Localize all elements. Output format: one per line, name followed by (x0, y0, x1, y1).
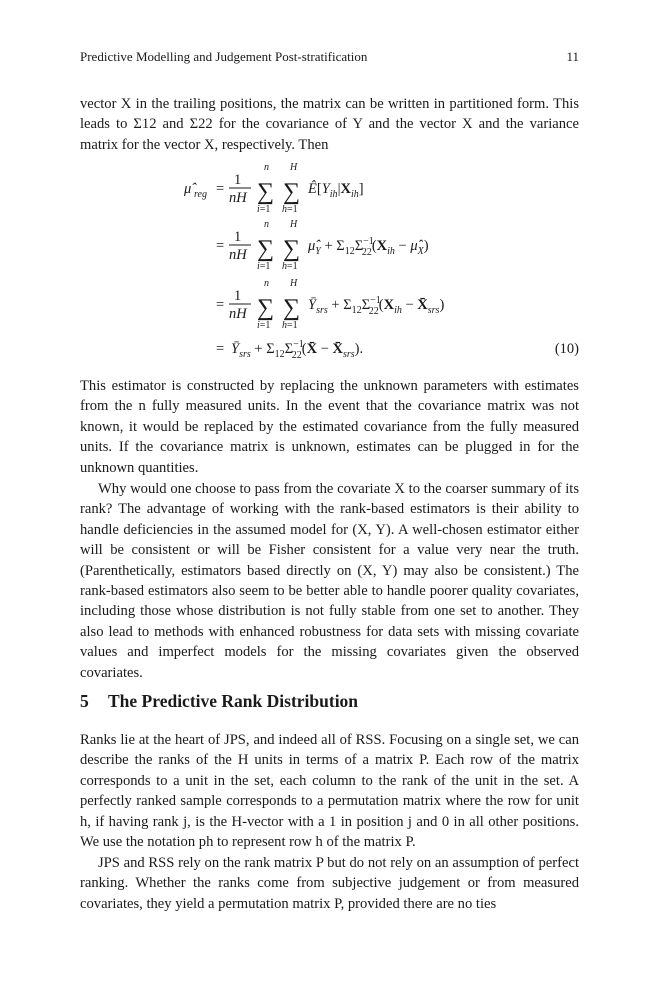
svg-text:Ȳsrs + Σ12Σ−122(X̄ − X̄srs).: $Ȳ_{srs} + \Sigma_{12}\Sigma^{-1}$ 22(X̄ − $X̄_{srs}$). (231, 339, 364, 361)
svg-text:∑: ∑ (257, 236, 275, 262)
svg-text:n: n (264, 278, 269, 289)
svg-text:nH: nH (229, 190, 247, 206)
equation-number: (10) (554, 341, 579, 357)
svg-text:n: n (264, 162, 269, 173)
svg-text:∑: ∑ (283, 236, 301, 262)
svg-text:nH: nH (229, 306, 247, 322)
svg-text:∑: ∑ (257, 179, 275, 205)
svg-text:H: H (290, 219, 298, 230)
svg-text:nH: nH (229, 247, 247, 263)
paragraph-ranks: Ranks lie at the heart of JPS, and indeed all of RSS. Focusing on a single set, we can describe the ranks of the H units in terms of a matrix P. Each row of the matrix corresponds to a unit in the set, each column to the rank of the unit in the set. A perfectly ranked sample corresponds to a permutation matrix where the row for unit h, if having rank j, is the H-vector with a 1 in position j and 0 in all other positions. We use the notation ph to represent row h of the matrix P. (80, 732, 579, 851)
svg-text:μ̂: μ̂ (184, 181, 192, 197)
section-heading (80, 689, 358, 713)
paragraph-rank-motivation: Why would one choose to pass from the covariate X to the coarser summary of its rank? The advantage of working with the rank-based estimators is their ability to handle deficiencies in the assumed model for (X, Y). A well-chosen estimator either will be consistent or will be Fisher consistent for a value very near the truth. (Parenthetically, estimators based directly on (X, Y) may also be consistent.) The rank-based estimators also seem to be better able to handle poorer quality covariates, including those whose distribution is not fully stable from one set to another. They also lead to methods with enhanced robustness for data sets with missing covariate values and imperfect models for the missing covariates given the observed covariates. (80, 481, 579, 681)
paragraph-estimator: This estimator is constructed by replacing the unknown parameters with estimates from the n fully measured units. In the event that the covariance matrix was not known, it would be replaced by the estimated covariance from the fully measured units. If the covariance matrix is unknown, estimates can be plugged in for the unknown quantities. (80, 378, 579, 476)
svg-text:h=1: h=1 (282, 204, 298, 215)
svg-text:=: = (216, 297, 225, 313)
svg-text:1: 1 (234, 229, 242, 245)
svg-text:i=1: i=1 (257, 320, 271, 331)
svg-text:=: = (216, 181, 225, 197)
paragraph-intro: vector X in the trailing positions, the matrix can be written in partitioned form. This leads to Σ12 and Σ22 for the covariance of Y and the vector X and the variance matrix for the vector X, respectively. Then (80, 96, 579, 153)
svg-text:reg: reg (194, 189, 207, 200)
running-head (80, 48, 579, 66)
svg-text:=: = (216, 341, 225, 357)
svg-text:h=1: h=1 (282, 320, 298, 331)
svg-text:H: H (290, 162, 298, 173)
svg-text:1: 1 (234, 288, 242, 304)
svg-text:∑: ∑ (283, 179, 301, 205)
page-number: 11 (566, 49, 579, 64)
svg-text:μ̂Y + Σ12Σ−122(Xih − μ̂X): $\mû_Y + \Sigma_{12}\Sigma^{-1}$ $22(X_{ih}$ − $\mû_X$) (308, 236, 429, 258)
svg-text:Ȳsrs + Σ12Σ−122(Xih − X̄srs): $Ȳ_{srs} + \Sigma_{12}\Sigma^{-1}$ $22(X_{ih}$ − $X̄_{srs}$) (308, 295, 445, 317)
paragraph-rank-matrix: JPS and RSS rely on the rank matrix P but do not rely on an assumption of perfect ranking. Whether the ranks come from subjective judgement or from measured covariates, they yield a permutation matrix P, provided there are no ties (80, 855, 579, 912)
svg-text:1: 1 (234, 172, 242, 188)
svg-text:n: n (264, 219, 269, 230)
svg-text:∑: ∑ (283, 295, 301, 321)
section-title: The Predictive Rank Distribution (108, 691, 359, 711)
svg-text:Ê[Yih|Xih]: $Ê[Y_{ih}|X_{ih}]$ (308, 181, 364, 200)
svg-text:i=1: i=1 (257, 204, 271, 215)
svg-text:H: H (290, 278, 298, 289)
svg-text:∑: ∑ (257, 295, 275, 321)
svg-text:i=1: i=1 (257, 261, 271, 272)
svg-text:h=1: h=1 (282, 261, 298, 272)
svg-text:=: = (216, 238, 225, 254)
section-number: 5 (80, 691, 89, 711)
running-title: Predictive Modelling and Judgement Post-stratification (80, 49, 368, 64)
